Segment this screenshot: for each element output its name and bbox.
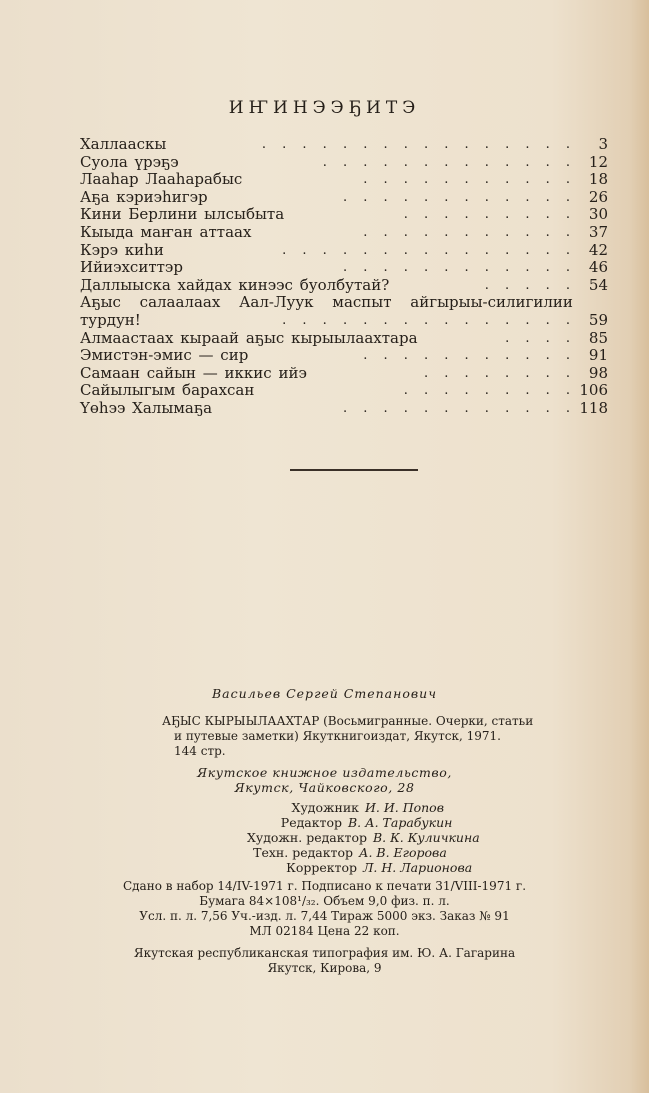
toc-entry <box>80 154 608 172</box>
print-info-line-3: Усл. п. л. 7,56 Уч.-изд. л. 7,44 Тираж 5000 экз. Заказ № 91 <box>139 909 510 923</box>
staff-role: Техн. редактор <box>253 845 353 860</box>
toc-entry <box>80 330 608 348</box>
toc-entry-title: Аҕыс салаалаах Аал-Луук маспыт айгырыы-силигилии <box>80 293 573 312</box>
toc-entry-title: Ийиэхситтэр <box>80 258 183 277</box>
toc-heading: ИҤИНЭЭҔИТЭ <box>228 98 421 118</box>
print-info-line-4: МЛ 02184 Цена 22 коп. <box>249 924 400 938</box>
toc-entry-title: Кини Берлини ылсыбыта <box>80 205 285 224</box>
toc-entry-title: Халлааскы <box>80 135 167 153</box>
toc-entry <box>80 136 608 154</box>
staff-role: Редактор <box>280 815 342 830</box>
toc-entry-leader: . . . . . . . . . <box>403 383 576 399</box>
book-title-line-2: и путевые заметки) Якуткнигоиздат, Якутск, 1971. <box>174 729 501 743</box>
staff-name: А. В. Егорова <box>359 845 447 860</box>
toc-entry-page: 46 <box>588 258 608 277</box>
page-count: 144 стр. <box>174 744 226 758</box>
toc-entry-page: 85 <box>588 328 608 347</box>
toc-entry-leader: . . . . . . . . . <box>403 207 576 223</box>
toc-entry-title: Даллыыска хайдах кинээс буолбутай? <box>80 275 390 294</box>
table-of-contents <box>80 136 608 418</box>
toc-entry-page: 91 <box>588 346 608 365</box>
toc-entry <box>80 224 608 242</box>
toc-entry-page: 54 <box>588 275 608 294</box>
toc-entry-title: Үөһээ Халымаҕа <box>80 398 213 417</box>
staff-name: И. И. Попов <box>365 800 444 815</box>
toc-entry-page: 30 <box>588 205 608 224</box>
author-name: Васильев Сергей Степанович <box>212 686 437 701</box>
toc-entry-leader: . . . . . . . . . . . . . . . . <box>261 137 576 152</box>
toc-entry-leader: . . . . . . . . . . . . . . . <box>282 242 576 258</box>
print-info-line-2: Бумага 84×108¹/₃₂. Объем 9,0 физ. п. л. <box>199 894 450 908</box>
toc-entry-leader: . . . . . . . . <box>424 365 576 381</box>
toc-entry-title: Самаан сайын — иккис ийэ <box>80 363 307 382</box>
toc-entry-title: Кыыда маҥан аттаах <box>80 222 252 241</box>
staff-role: Корректор <box>286 860 357 875</box>
toc-entry-leader: . . . . . <box>484 277 576 293</box>
staff-name: В. К. Куличкина <box>373 830 480 845</box>
toc-entry-title: Эмистэн-эмис — сир <box>80 346 249 365</box>
toc-entry <box>80 312 608 330</box>
toc-entry-page: 37 <box>588 222 608 241</box>
toc-entry <box>80 400 608 418</box>
staff-name: Л. Н. Ларионова <box>363 860 473 875</box>
toc-entry-page: 98 <box>588 363 608 382</box>
staff-name: В. А. Тарабукин <box>348 815 453 830</box>
toc-entry <box>80 277 608 295</box>
toc-entry-leader: . . . . . . . . . . . <box>363 348 576 364</box>
toc-entry <box>80 206 608 224</box>
toc-entry <box>80 259 608 277</box>
toc-entry <box>80 189 608 207</box>
toc-entry-title: Кэрэ киһи <box>80 240 164 259</box>
publisher-line-2: Якутск, Чайковского, 28 <box>234 780 415 795</box>
toc-entry-leader: . . . . . . . . . . . . . . . <box>282 312 576 328</box>
toc-entry <box>80 347 608 365</box>
toc-entry-title: Суола үрэҕэ <box>80 152 179 171</box>
toc-entry-leader: . . . . . . . . . . . . <box>342 189 576 205</box>
toc-entry-leader: . . . . <box>505 330 576 346</box>
toc-entry <box>80 365 608 383</box>
toc-entry-title: Лааһар Лааһарабыс <box>80 170 243 189</box>
staff-role: Художн. редактор <box>246 830 367 845</box>
toc-entry-page: 26 <box>588 187 608 206</box>
book-title-line-1: АҔЫС КЫРЫЫЛААХТАР (Восьмигранные. Очерки, статьи <box>162 714 534 728</box>
toc-entry-page: 12 <box>588 152 608 171</box>
toc-entry <box>80 382 608 400</box>
toc-entry-page: 59 <box>588 310 608 329</box>
toc-entry-title: Сайылыгым барахсан <box>80 381 255 400</box>
toc-entry-leader: . . . . . . . . . . . <box>363 172 576 188</box>
divider-rule <box>290 469 418 471</box>
toc-entry <box>80 171 608 189</box>
staff-role: Художник <box>291 800 359 815</box>
typography-line-2: Якутск, Кирова, 9 <box>267 961 382 975</box>
toc-entry <box>80 242 608 260</box>
toc-entry-leader: . . . . . . . . . . . . . <box>322 154 576 170</box>
toc-entry-leader: . . . . . . . . . . . . <box>342 260 576 276</box>
publisher-line-1: Якутское книжное издательство, <box>197 765 452 780</box>
toc-entry-title: Алмаастаах кыраай аҕыс кырыылаахтара <box>80 328 418 347</box>
toc-entry <box>80 294 608 312</box>
toc-entry-page: 3 <box>598 135 608 153</box>
typography-line-1: Якутская республиканская типография им. Ю. А. Гагарина <box>133 946 516 960</box>
toc-entry-page: 106 <box>579 381 608 400</box>
toc-entry-leader: . . . . . . . . . . . . <box>342 400 576 416</box>
toc-entry-page: 118 <box>579 398 608 417</box>
toc-entry-title: турдун! <box>80 310 141 329</box>
toc-entry-page: 42 <box>588 240 608 259</box>
toc-entry-leader: . . . . . . . . . . . <box>363 224 576 240</box>
toc-entry-title: Аҕа кэриэһигэр <box>80 187 208 206</box>
print-info-line-1: Сдано в набор 14/IV-1971 г. Подписано к печати 31/VIII-1971 г. <box>122 879 527 893</box>
toc-entry-page: 18 <box>588 170 608 189</box>
